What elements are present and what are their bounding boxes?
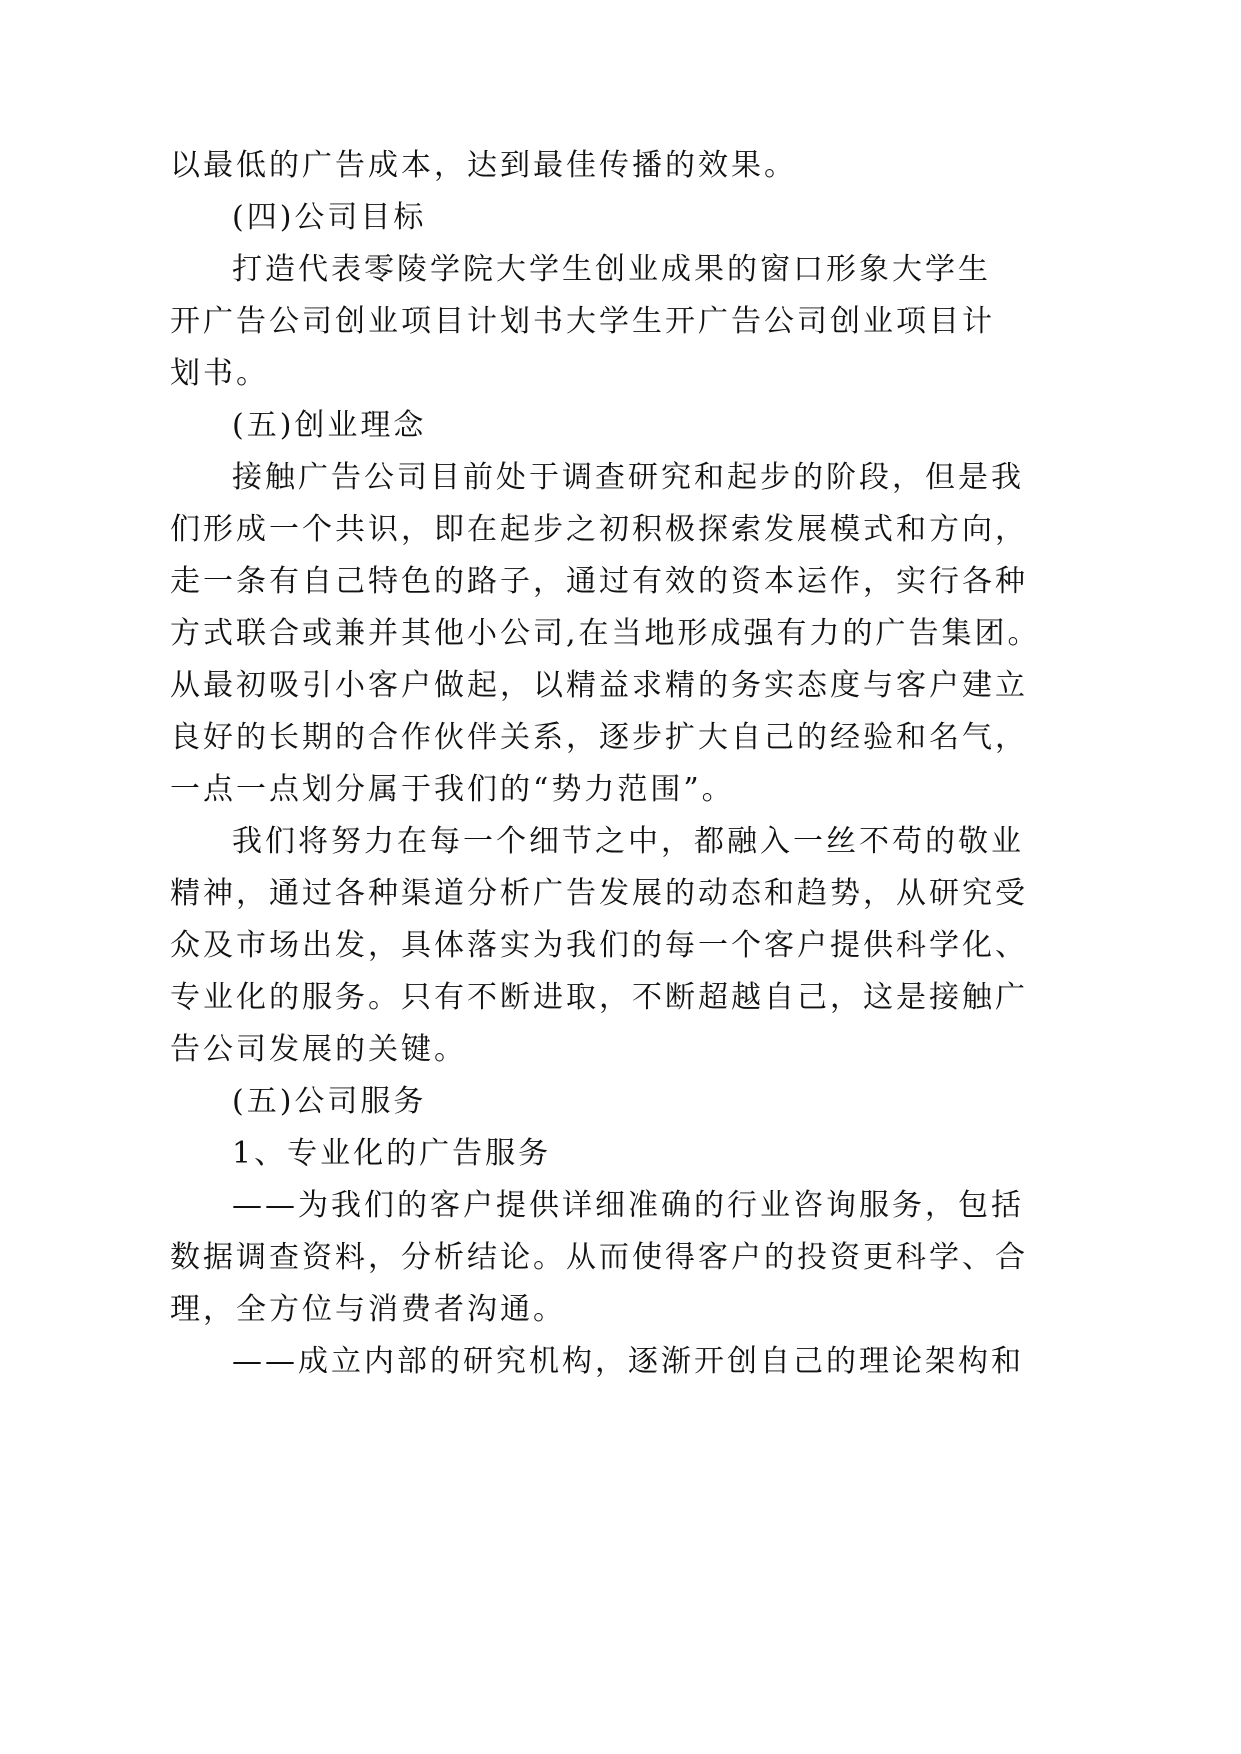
- text-line: 接触广告公司目前处于调查研究和起步的阶段，但是我: [232, 460, 1024, 495]
- text-line: 走一条有自己特色的路子，通过有效的资本运作，实行各种: [170, 564, 1028, 599]
- text-line: 精神，通过各种渠道分析广告发展的动态和趋势，从研究受: [170, 876, 1028, 911]
- text-line: 划书。: [170, 356, 269, 391]
- text-line: 从最初吸引小客户做起，以精益求精的务实态度与客户建立: [170, 668, 1028, 703]
- text-line: 告公司发展的关键。: [170, 1032, 467, 1067]
- text-line: ——为我们的客户提供详细准确的行业咨询服务，包括: [232, 1188, 1024, 1223]
- section-heading: (四)公司目标: [232, 200, 427, 235]
- text-line: 打造代表零陵学院大学生创业成果的窗口形象大学生: [232, 252, 991, 287]
- text-line: 众及市场出发，具体落实为我们的每一个客户提供科学化、: [170, 928, 1028, 963]
- text-line: ——成立内部的研究机构，逐渐开创自己的理论架构和: [232, 1344, 1024, 1379]
- text-line: 开广告公司创业项目计划书大学生开广告公司创业项目计: [170, 304, 995, 339]
- section-heading: (五)创业理念: [232, 408, 427, 443]
- text-line: 理，全方位与消费者沟通。: [170, 1292, 566, 1327]
- text-line: 我们将努力在每一个细节之中，都融入一丝不苟的敬业: [232, 824, 1024, 859]
- text-line: 数据调查资料，分析结论。从而使得客户的投资更科学、合: [170, 1240, 1028, 1275]
- text-line: 一点一点划分属于我们的“势力范围”。: [170, 772, 735, 807]
- text-line: 们形成一个共识，即在起步之初积极探索发展模式和方向，: [170, 512, 1028, 547]
- subsection-heading: 1、专业化的广告服务: [232, 1136, 552, 1171]
- text-line: 以最低的广告成本，达到最佳传播的效果。: [170, 148, 797, 183]
- text-line: 方式联合或兼并其他小公司,在当地形成强有力的广告集团。: [170, 616, 1041, 651]
- text-line: 良好的长期的合作伙伴关系，逐步扩大自己的经验和名气，: [170, 720, 1028, 755]
- section-heading: (五)公司服务: [232, 1084, 427, 1119]
- text-line: 专业化的服务。只有不断进取，不断超越自己，这是接触广: [170, 980, 1028, 1015]
